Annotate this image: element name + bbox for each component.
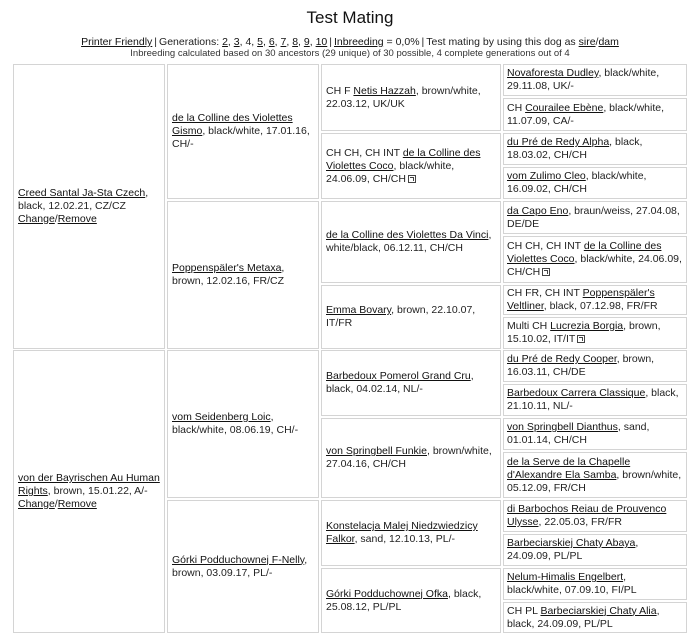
ancestor-link[interactable]: Barbedoux Pomerol Grand Cru [326,370,471,382]
generation-current-4: 4 [245,36,252,48]
sire-name-link[interactable]: Creed Santal Ja-Sta Czech [18,187,146,199]
pedigree-cell-gen4: CH PL Barbeciarskiej Chaty Alia, black, 24.09.09, PL/PL [503,602,687,633]
ancestor-link[interactable]: Netis Hazzah [353,84,416,97]
ancestor-link[interactable]: vom Seidenberg Loic [172,411,271,423]
ancestor-link[interactable]: Emma Bovary [326,304,392,316]
pedigree-cell-gen4: vom Zulimo Cleo, black/white, 16.09.02, CH/CH [503,167,687,199]
generation-link-10[interactable]: 10 [315,36,328,48]
pedigree-cell-gen4: di Barbochos Reiau de Prouvenco Ulysse, 22.05.03, FR/FR [503,500,687,532]
dam-name-link[interactable]: von der Bayrischen Au Human Rights [18,472,160,497]
pedigree-cell-gen4: von Springbell Dianthus, sand, 01.01.14, CH/CH [503,418,687,450]
ancestor-link[interactable]: von Springbell Dianthus [507,421,618,433]
ancestor-link[interactable]: Konstelacja Malej Niedzwiedzicy Falkor [326,520,478,545]
ancestor-link[interactable]: Lucrezia Borgia [550,320,624,332]
pedigree-cell-gen2: Górki Podduchownej F-Nelly, brown, 03.09.17, PL/- [167,500,319,633]
generation-link-8[interactable]: 8 [292,36,299,48]
pedigree-cell-gen4: du Pré de Redy Alpha, black, 18.03.02, CH/CH [503,133,687,165]
ancestor-link[interactable]: di Barbochos Reiau de Prouvenco Ulysse [507,503,667,528]
ancestor-link[interactable]: Courailee Ebène [525,101,604,114]
dam-link[interactable]: dam [598,36,619,48]
pedigree-cell-gen3: de la Colline des Violettes Da Vinci, white/black, 06.12.11, CH/CH [321,201,501,283]
pedigree-cell-gen4: de la Serve de la Chapelle d'Alexandre Ela Samba, brown/white, 05.12.09, FR/CH [503,452,687,498]
ancestor-link[interactable]: Novaforesta Dudley [507,67,599,79]
inbreeding-summary: Inbreeding calculated based on 30 ancestors (29 unique) of 30 possible, 4 complete generations out of 4 [130,48,570,59]
pedigree-cell-gen4: Barbedoux Carrera Classique, black, 21.10.11, NL/- [503,384,687,416]
ancestor-link[interactable]: vom Zulimo Cleo [507,170,586,182]
pedigree-cell-sire: Creed Santal Ja-Sta Czech, black, 12.02.21, CZ/CZ Change/Remove [13,64,165,349]
dam-details: , brown, 15.01.22, A/- [47,485,148,497]
pedigree-cell-gen3: Barbedoux Pomerol Grand Cru, black, 04.02.14, NL/- [321,350,501,416]
generation-link-5[interactable]: 5 [257,36,263,48]
pedigree-cell-gen3: Emma Bovary, brown, 22.10.07, IT/FR [321,285,501,349]
pedigree-cell-gen3: CH F Netis Hazzah, brown/white, 22.03.12, UK/UK [321,64,501,131]
sire-link[interactable]: sire [578,36,596,48]
generation-link-9[interactable]: 9 [303,36,310,48]
pedigree-cell-gen4: CH Courailee Ebène, black/white, 11.07.09, CA/- [503,98,687,131]
ancestor-link[interactable]: Górki Podduchownej F-Nelly [172,553,305,566]
ancestor-link[interactable]: von Springbell Funkie [326,445,427,457]
toolbar: Printer Friendly | Generations: 2, 3, 4, 5, 6, 7, 8, 9, 10 | Inbreeding = 0,0% | Test mating by using this dog as sire/dam [81,36,619,48]
pedigree-cell-gen3: Górki Podduchownej Ofka, black, 25.08.12, PL/PL [321,568,501,633]
external-link-icon[interactable] [542,268,550,276]
ancestor-link[interactable]: Barbedoux Carrera Classique [507,387,646,399]
ancestor-link[interactable]: de la Colline des Violettes Coco [507,240,662,265]
ancestor-link[interactable]: Nelum-Himalis Engelbert [507,571,624,583]
pedigree-cell-gen2: de la Colline des Violettes Gismo, black/white, 17.01.16, CH/- [167,64,319,199]
inbreeding-value: = 0,0% [386,36,420,48]
dam-remove-link[interactable]: Remove [57,498,97,510]
ancestor-link[interactable]: de la Colline des Violettes Coco [326,146,481,172]
generation-link-7[interactable]: 7 [280,36,287,48]
ancestor-link[interactable]: du Pré de Redy Cooper [507,353,617,365]
pedigree-cell-dam: von der Bayrischen Au Human Rights, brown, 15.01.22, A/- Change/Remove [13,350,165,633]
ancestor-link[interactable]: de la Serve de la Chapelle d'Alexandre Ela Samba [507,455,631,481]
pedigree-cell-gen4: Barbeciarskiej Chaty Abaya, 24.09.09, PL/PL [503,534,687,566]
generation-link-2[interactable]: 2 [222,36,228,48]
pedigree-cell-gen4: Multi CH Lucrezia Borgia, brown, 15.10.02, IT/IT [503,317,687,349]
generations-label: Generations: [159,36,220,48]
pedigree-cell-gen4: du Pré de Redy Cooper, brown, 16.03.11, CH/DE [503,350,687,382]
external-link-icon[interactable] [577,335,585,343]
sire-details: , black, 12.02.21, CZ/CZ [18,187,149,212]
sire-remove-link[interactable]: Remove [57,213,97,225]
test-mating-text: Test mating by using this dog as [426,36,576,48]
ancestor-link[interactable]: da Capo Eno [507,204,569,217]
pedigree-cell-gen4: CH FR, CH INT Poppenspäler's Veltliner, black, 07.12.98, FR/FR [503,285,687,315]
page-title: Test Mating [306,8,394,27]
ancestor-link[interactable]: Barbeciarskiej Chaty Alia [540,604,657,617]
inbreeding-link[interactable]: Inbreeding [334,36,384,48]
ancestor-link[interactable]: Barbeciarskiej Chaty Abaya [507,537,636,549]
pedigree-cell-gen4: da Capo Eno, braun/weiss, 27.04.08, DE/DE [503,201,687,234]
pedigree-cell-gen2: Poppenspäler's Metaxa, brown, 12.02.16, FR/CZ [167,201,319,349]
pedigree-cell-gen4: Novaforesta Dudley, black/white, 29.11.08, UK/- [503,64,687,96]
pedigree-cell-gen3: CH CH, CH INT de la Colline des Violettes Coco, black/white, 24.06.09, CH/CH [321,133,501,199]
dam-change-link[interactable]: Change [18,498,55,510]
generation-link-6[interactable]: 6 [268,36,275,48]
ancestor-link[interactable]: du Pré de Redy Alpha [507,136,610,148]
generation-link-3[interactable]: 3 [233,36,240,48]
pedigree-cell-gen4: CH CH, CH INT de la Colline des Violettes Coco, black/white, 24.06.09, CH/CH [503,236,687,283]
sire-change-link[interactable]: Change [18,213,55,225]
pedigree-cell-gen4: Nelum-Himalis Engelbert, black/white, 07.09.10, FI/PL [503,568,687,600]
pedigree-cell-gen3: von Springbell Funkie, brown/white, 27.04.16, CH/CH [321,418,501,498]
external-link-icon[interactable] [408,175,416,183]
ancestor-link[interactable]: Górki Podduchownej Ofka [326,587,448,600]
ancestor-link[interactable]: Poppenspäler's Veltliner [507,287,655,312]
pedigree-cell-gen2: vom Seidenberg Loic, black/white, 08.06.19, CH/- [167,350,319,498]
pedigree-cell-gen3: Konstelacja Malej Niedzwiedzicy Falkor, sand, 12.10.13, PL/- [321,500,501,566]
ancestor-link[interactable]: de la Colline des Violettes Gismo [172,112,293,137]
ancestor-link[interactable]: de la Colline des Violettes Da Vinci [326,229,489,241]
ancestor-link[interactable]: Poppenspäler's Metaxa [172,262,282,274]
printer-friendly-link[interactable]: Printer Friendly [81,36,153,48]
